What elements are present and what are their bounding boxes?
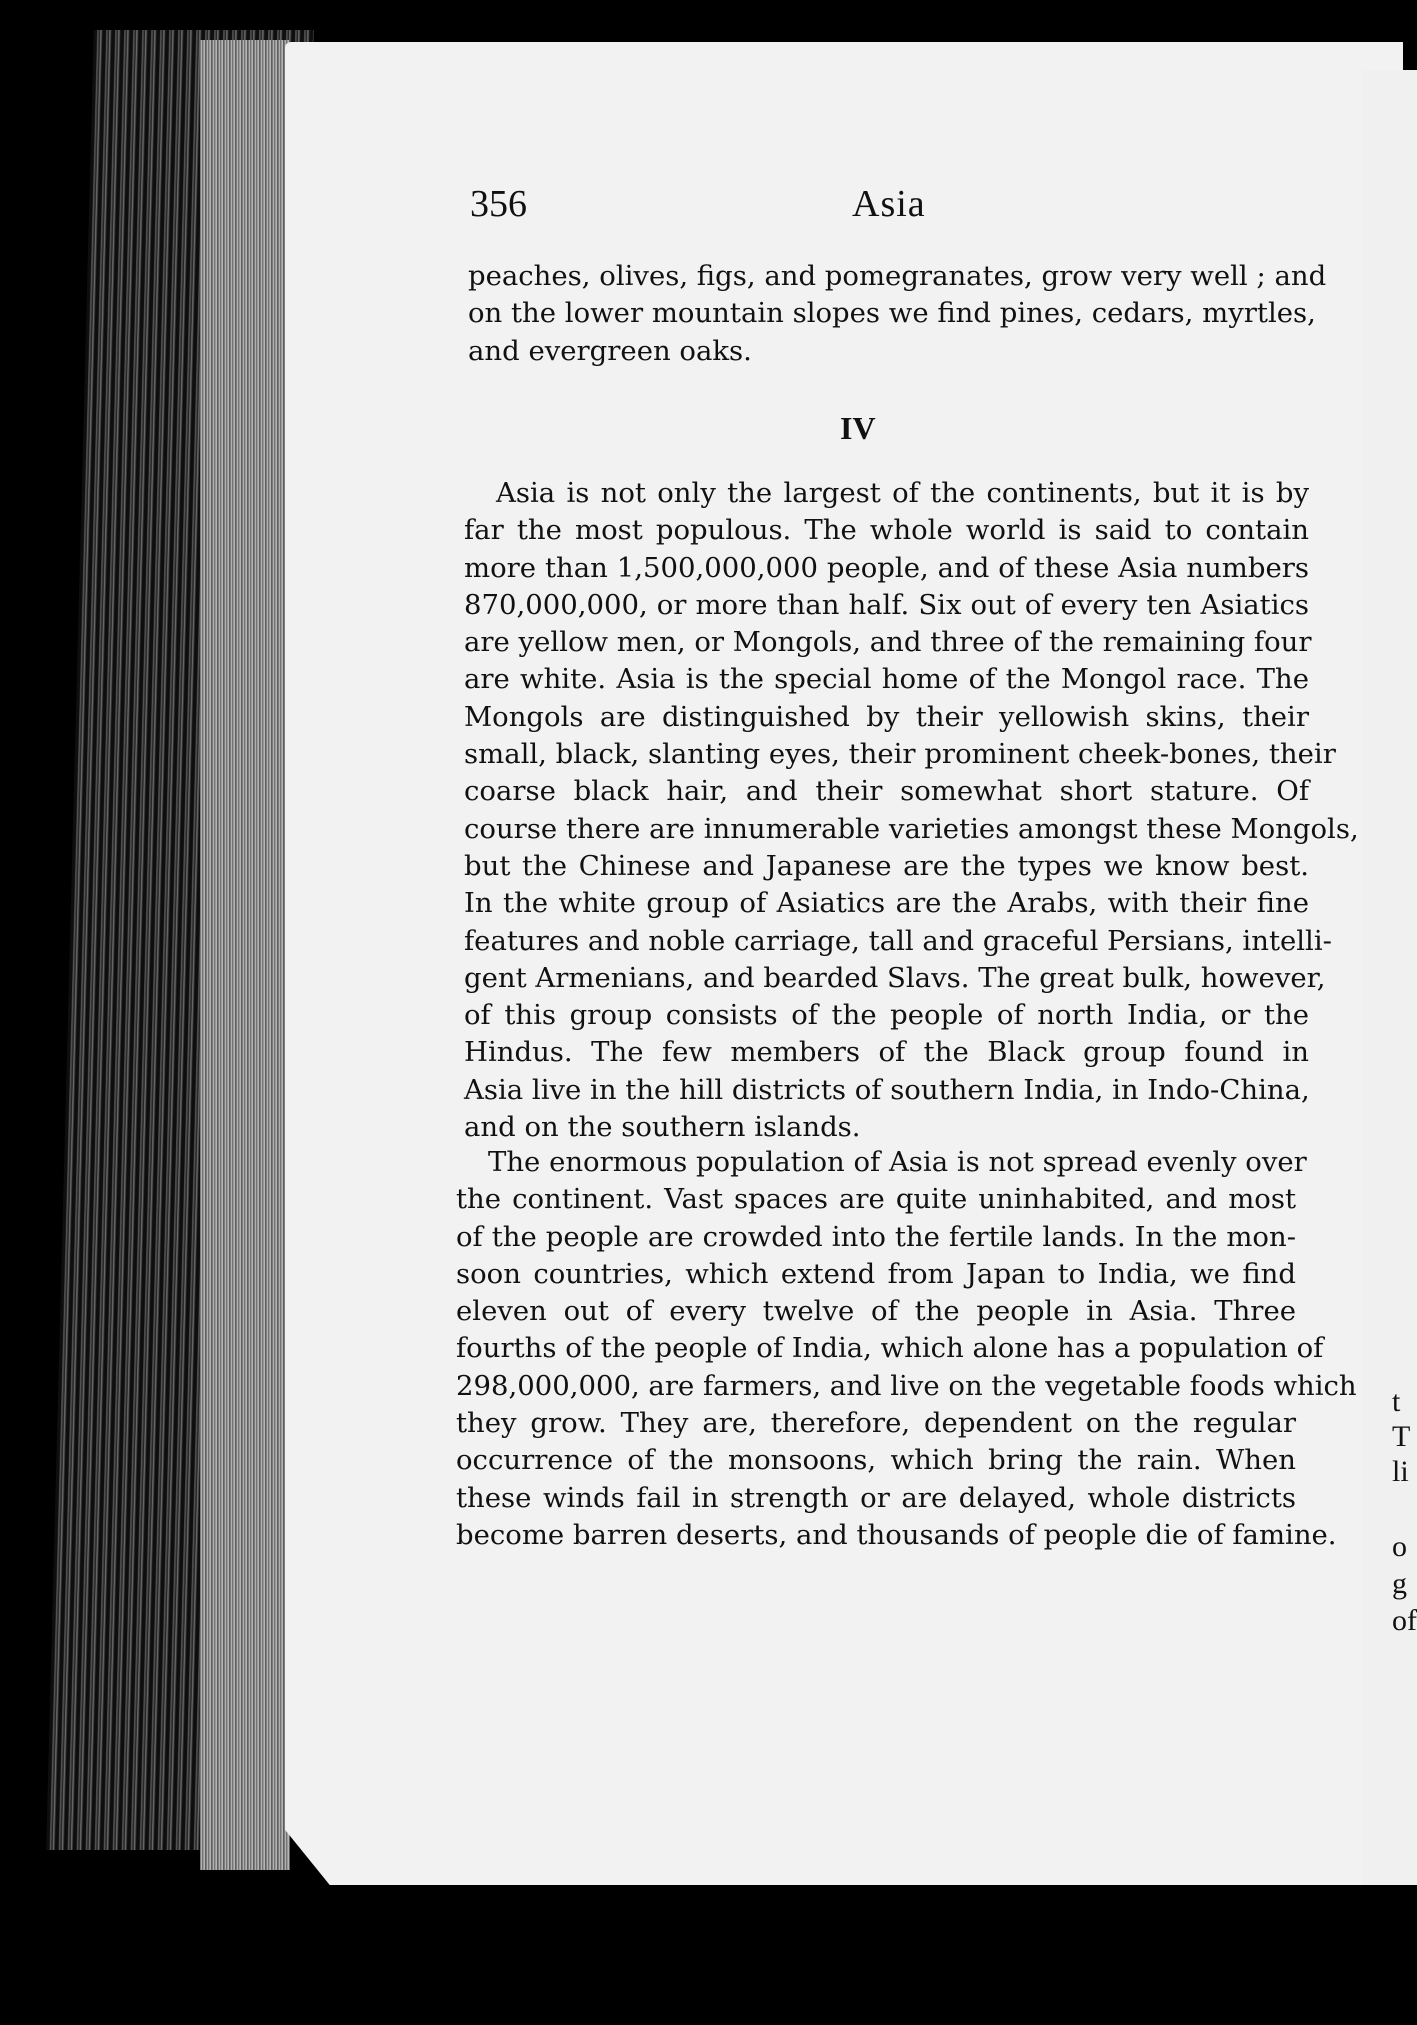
text-line: of this group consists of the people of north India, or the <box>464 999 1309 1032</box>
page-number: 356 <box>470 183 527 225</box>
text-line: are yellow men, or Mongols, and three of the remaining four <box>464 626 1312 659</box>
text-line: occurrence of the monsoons, which bring the rain. When <box>456 1444 1296 1477</box>
facing-page-fragment: g <box>1392 1567 1407 1600</box>
text-line: gent Armenians, and bearded Slavs. The great bulk, however, <box>464 961 1326 994</box>
text-line: but the Chinese and Japanese are the types we know best. <box>464 849 1309 882</box>
text-line: they grow. They are, therefore, dependent on the regular <box>456 1407 1296 1440</box>
page-header <box>470 182 1330 232</box>
text-line: on the lower mountain slopes we find pines, cedars, myrtles, <box>468 297 1316 330</box>
text-line: the continent. Vast spaces are quite uninhabited, and most <box>456 1183 1296 1216</box>
scan-background <box>0 1885 1417 2025</box>
text-line: course there are innumerable varieties amongst these Mongols, <box>464 812 1359 845</box>
text-line: far the most populous. The whole world is said to contain <box>464 514 1309 547</box>
section-heading: IV <box>840 410 876 446</box>
text-line: fourths of the people of India, which alone has a population of <box>456 1332 1324 1365</box>
text-line: Mongols are distinguished by their yellowish skins, their <box>464 700 1309 733</box>
text-line: these winds fail in strength or are delayed, whole districts <box>456 1481 1296 1514</box>
facing-page-fragment: o <box>1392 1530 1407 1563</box>
text-line: 870,000,000, or more than half. Six out of every ten Asiatics <box>464 588 1309 621</box>
text-line: In the white group of Asiatics are the Arabs, with their fine <box>464 887 1309 920</box>
text-line: Asia live in the hill districts of southern India, in Indo-China, <box>464 1073 1310 1106</box>
text-line: eleven out of every twelve of the people in Asia. Three <box>456 1295 1296 1328</box>
text-line: of the people are crowded into the fertile lands. In the mon- <box>456 1220 1296 1253</box>
text-line: features and noble carriage, tall and graceful Persians, intelli- <box>464 924 1332 957</box>
facing-page-fragment: T <box>1392 1420 1411 1453</box>
text-line: soon countries, which extend from Japan to India, we find <box>456 1257 1296 1290</box>
text-line: become barren deserts, and thousands of people die of famine. <box>456 1518 1337 1551</box>
facing-page-fragment: t <box>1392 1385 1401 1418</box>
text-line: and on the southern islands. <box>464 1111 861 1144</box>
text-line: The enormous population of Asia is not spread evenly over <box>488 1146 1307 1178</box>
text-line: peaches, olives, figs, and pomegranates, grow very well ; and <box>468 260 1327 292</box>
text-line: 298,000,000, are farmers, and live on the vegetable foods which <box>456 1369 1357 1402</box>
text-line: more than 1,500,000,000 people, and of these Asia numbers <box>464 551 1309 584</box>
page-edges-inner <box>200 40 290 1870</box>
running-head: Asia <box>852 183 926 225</box>
intro-paragraph <box>468 258 1327 370</box>
text-line: Asia is not only the largest of the continents, but it is by <box>496 477 1309 509</box>
facing-page-fragment: li <box>1392 1455 1409 1488</box>
text-line: Hindus. The few members of the Black group found in <box>464 1036 1309 1069</box>
paragraph-distribution <box>456 1144 1357 1554</box>
text-line: are white. Asia is the special home of the Mongol race. The <box>464 663 1309 696</box>
text-line: and evergreen oaks. <box>468 334 752 367</box>
paragraph-population <box>464 475 1359 1146</box>
text-line: small, black, slanting eyes, their prominent cheek-bones, their <box>464 738 1336 771</box>
facing-page-fragment: of <box>1392 1604 1417 1637</box>
text-line: coarse black hair, and their somewhat short stature. Of <box>464 775 1309 808</box>
